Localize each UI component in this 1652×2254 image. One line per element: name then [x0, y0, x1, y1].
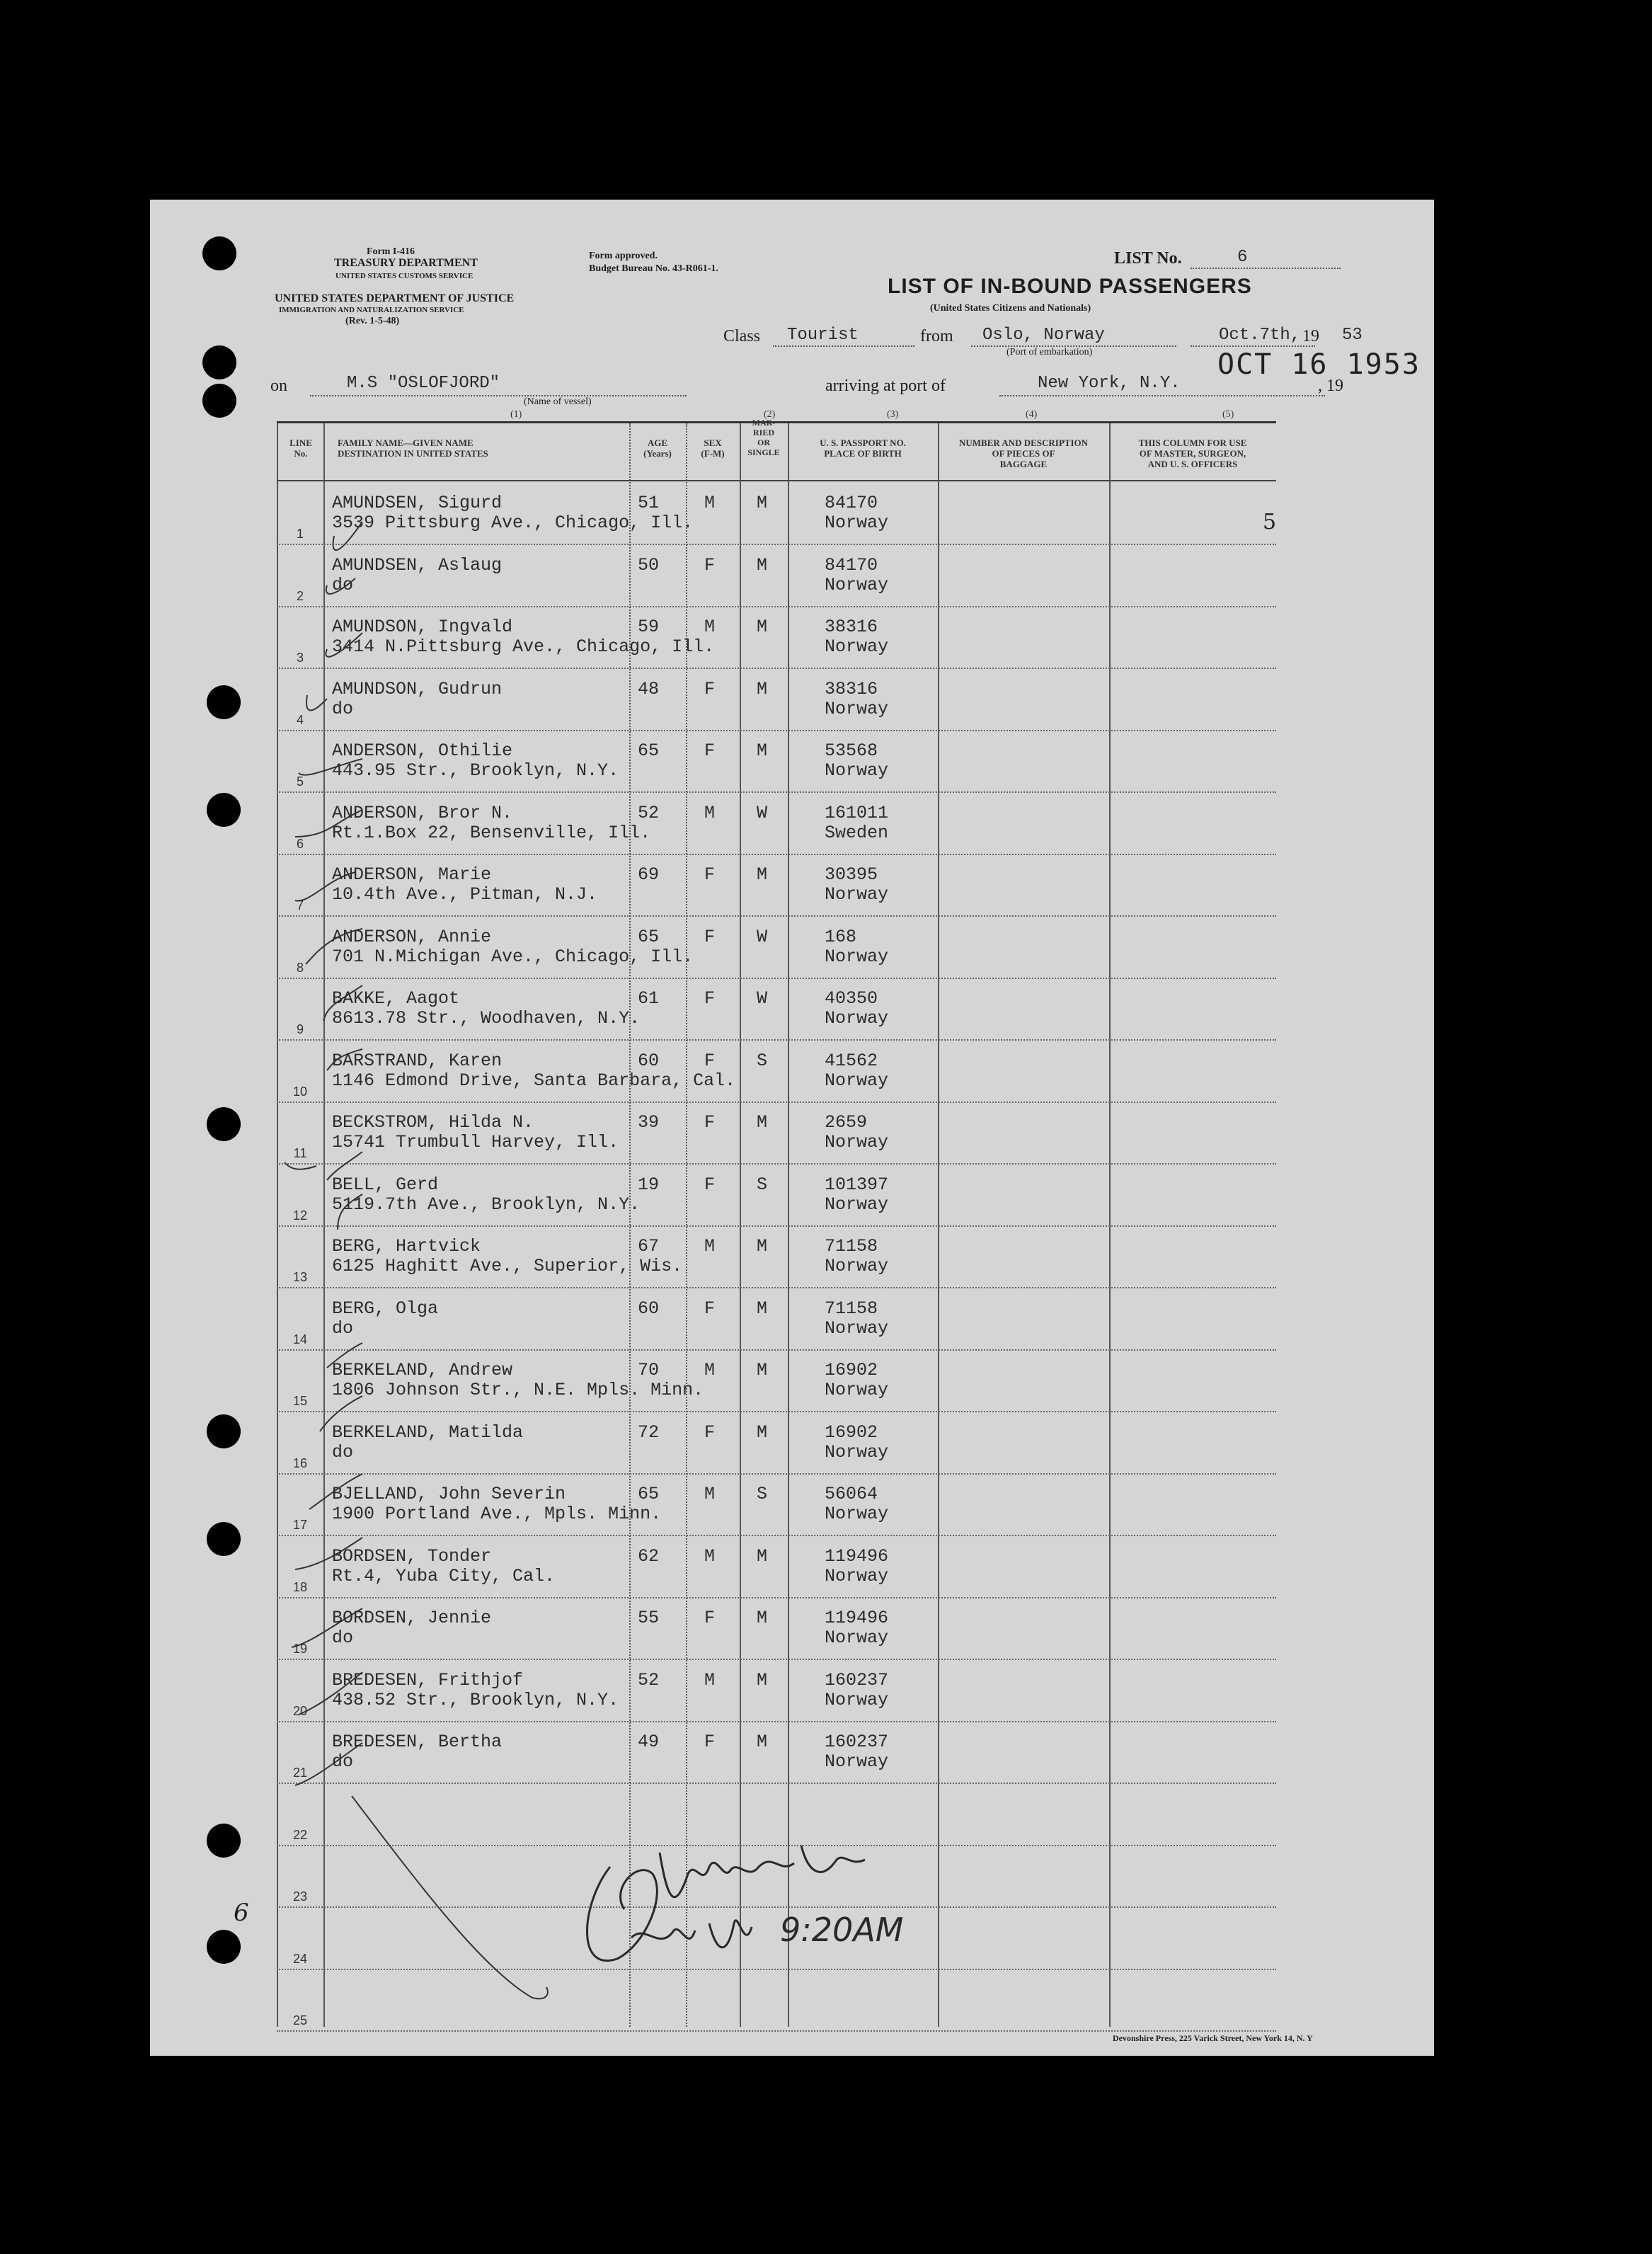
line-number: 21: [292, 1766, 308, 1780]
age: 70: [638, 1360, 660, 1380]
marital-status: W: [757, 988, 768, 1009]
port-caption: (Port of embarkation): [1006, 347, 1093, 357]
marital-status: M: [757, 554, 768, 576]
marital-status: M: [757, 1421, 768, 1443]
from-label: from: [920, 327, 953, 345]
place-of-birth: Norway: [825, 1380, 889, 1400]
sex: M: [704, 617, 716, 637]
place-of-birth: Norway: [825, 1689, 889, 1710]
column-number: (1): [510, 409, 522, 420]
passport-number: 84170: [825, 493, 878, 513]
place-of-birth: Norway: [825, 698, 889, 719]
age: 60: [638, 1298, 660, 1319]
header-line-no: LINE No.: [289, 437, 312, 459]
line-number: 24: [292, 1951, 308, 1966]
passenger-name: BERG, Olga: [332, 1298, 439, 1319]
age: 65: [638, 926, 660, 947]
year-prefix-2: , 19: [1318, 377, 1343, 395]
column-number: (5): [1222, 409, 1234, 420]
sex: F: [704, 1421, 716, 1443]
place-of-birth: Norway: [825, 884, 889, 905]
sex: F: [704, 864, 716, 885]
passport-number: 71158: [825, 1298, 878, 1319]
passenger-name: ANDERSON, Annie: [332, 926, 492, 947]
passport-number: 16902: [825, 1360, 878, 1380]
line-number: 7: [296, 898, 304, 913]
header-married: MAR- RIED OR SINGLE: [747, 418, 780, 457]
place-of-birth: Norway: [825, 760, 889, 781]
passenger-name: BARSTRAND, Karen: [332, 1050, 503, 1071]
marital-status: M: [757, 1545, 768, 1567]
sex: F: [704, 926, 716, 947]
ins-service: IMMIGRATION AND NATURALIZATION SERVICE: [279, 306, 464, 314]
header-passport: U. S. PASSPORT NO. PLACE OF BIRTH: [820, 437, 906, 459]
sex: F: [704, 988, 716, 1009]
destination: 438.52 Str., Brooklyn, N.Y.: [332, 1689, 619, 1710]
place-of-birth: Norway: [825, 1008, 889, 1029]
age: 65: [638, 740, 660, 761]
place-of-birth: Norway: [825, 1256, 889, 1276]
passport-number: 16902: [825, 1421, 878, 1443]
passport-number: 41562: [825, 1050, 878, 1071]
line-number: 14: [292, 1332, 308, 1346]
destination: 6125 Haghitt Ave., Superior, Wis.: [332, 1256, 683, 1276]
form-number: Form I-416: [367, 246, 415, 257]
age: 69: [638, 864, 660, 885]
sex: M: [704, 1669, 716, 1690]
passenger-name: BORDSEN, Tonder: [332, 1545, 492, 1567]
destination: do: [332, 1441, 354, 1463]
place-of-birth: Norway: [825, 1070, 889, 1091]
form-title: LIST OF IN-BOUND PASSENGERS: [888, 275, 1252, 298]
place-of-birth: Norway: [825, 574, 889, 595]
line-number: 12: [292, 1208, 308, 1223]
passport-number: 71158: [825, 1236, 878, 1257]
destination: do: [332, 1317, 354, 1339]
marital-status: M: [757, 1112, 768, 1133]
form-subtitle: (United States Citizens and Nationals): [930, 303, 1091, 314]
passenger-name: BERKELAND, Matilda: [332, 1421, 524, 1443]
place-of-birth: Sweden: [825, 822, 889, 843]
destination: 443.95 Str., Brooklyn, N.Y.: [332, 760, 619, 781]
line-number: 10: [292, 1084, 308, 1099]
line-number: 1: [296, 527, 304, 541]
sex: F: [704, 1174, 716, 1195]
line-number: 19: [292, 1642, 308, 1656]
marital-status: S: [757, 1050, 768, 1071]
marital-status: S: [757, 1174, 768, 1195]
header-official-use: THIS COLUMN FOR USE OF MASTER, SURGEON, AND U. S. OFFICERS: [1138, 437, 1247, 469]
passenger-name: AMUNDSEN, Aslaug: [332, 554, 503, 576]
passport-number: 101397: [825, 1174, 889, 1195]
passenger-name: BAKKE, Aagot: [332, 988, 460, 1009]
age: 72: [638, 1421, 660, 1443]
signature-time: 9:20AM: [780, 1911, 904, 1949]
passenger-name: BELL, Gerd: [332, 1174, 439, 1195]
passenger-name: BREDESEN, Frithjof: [332, 1669, 524, 1690]
destination: 1806 Johnson Str., N.E. Mpls. Minn.: [332, 1380, 704, 1400]
line-number: 20: [292, 1703, 308, 1718]
year-value: 53: [1342, 326, 1363, 345]
marital-status: M: [757, 617, 768, 637]
sex: F: [704, 1608, 716, 1628]
column-number: (2): [764, 409, 776, 420]
header-sex: SEX (F-M): [701, 437, 725, 459]
place-of-birth: Norway: [825, 636, 889, 657]
marital-status: M: [757, 493, 768, 513]
sex: M: [704, 1236, 716, 1257]
sex: M: [704, 1484, 716, 1504]
sex: M: [704, 1545, 716, 1567]
passport-number: 2659: [825, 1112, 868, 1133]
printer-credit: Devonshire Press, 225 Varick Street, New York 14, N. Y: [1113, 2033, 1313, 2043]
header-age: AGE (Years): [643, 437, 672, 459]
justice-dept: UNITED STATES DEPARTMENT OF JUSTICE: [275, 292, 515, 304]
list-no-label: LIST No.: [1114, 249, 1182, 268]
arriving-label: arriving at port of: [825, 377, 946, 395]
place-of-birth: Norway: [825, 1504, 889, 1524]
marital-status: W: [757, 926, 768, 947]
destination: 1146 Edmond Drive, Santa Barbara, Cal.: [332, 1070, 736, 1091]
marital-status: M: [757, 864, 768, 885]
passenger-name: ANDERSON, Marie: [332, 864, 492, 885]
age: 50: [638, 554, 660, 576]
marital-status: W: [757, 802, 768, 823]
line-number: 22: [292, 1827, 308, 1842]
age: 39: [638, 1112, 660, 1133]
passenger-name: BECKSTROM, Hilda N.: [332, 1112, 534, 1133]
passenger-name: BERKELAND, Andrew: [332, 1360, 513, 1380]
marital-status: M: [757, 1732, 768, 1752]
age: 59: [638, 617, 660, 637]
age: 49: [638, 1732, 660, 1752]
destination: Rt.4, Yuba City, Cal.: [332, 1565, 556, 1586]
passport-number: 53568: [825, 740, 878, 761]
age: 52: [638, 802, 660, 823]
place-of-birth: Norway: [825, 1627, 889, 1648]
destination: 10.4th Ave., Pitman, N.J.: [332, 884, 598, 905]
passenger-name: AMUNDSON, Ingvald: [332, 617, 513, 637]
destination: Rt.1.Box 22, Bensenville, Ill.: [332, 822, 651, 843]
age: 62: [638, 1545, 660, 1567]
place-of-birth: Norway: [825, 1317, 889, 1339]
form-approved: Form approved.: [589, 251, 658, 261]
sex: M: [704, 1360, 716, 1380]
age: 51: [638, 493, 660, 513]
header-name: FAMILY NAME—GIVEN NAME DESTINATION IN UNITED STATES: [338, 437, 488, 459]
passport-number: 84170: [825, 554, 878, 576]
marital-status: M: [757, 1236, 768, 1257]
passport-number: 119496: [825, 1545, 889, 1567]
destination: 1900 Portland Ave., Mpls. Minn.: [332, 1504, 662, 1524]
line-number: 25: [292, 2013, 308, 2027]
sex: F: [704, 554, 716, 576]
age: 52: [638, 1669, 660, 1690]
passport-number: 161011: [825, 802, 889, 823]
place-of-birth: Norway: [825, 1441, 889, 1463]
class-label: Class: [723, 327, 761, 345]
vessel-name: M.S "OSLOFJORD": [347, 374, 500, 393]
age: 61: [638, 988, 660, 1009]
place-of-birth: Norway: [825, 513, 889, 533]
place-of-birth: Norway: [825, 1751, 889, 1772]
sex: F: [704, 1112, 716, 1133]
age: 19: [638, 1174, 660, 1195]
marital-status: M: [757, 1298, 768, 1319]
passenger-name: AMUNDSEN, Sigurd: [332, 493, 503, 513]
destination: do: [332, 698, 354, 719]
line-number: 16: [292, 1455, 308, 1470]
header-baggage: NUMBER AND DESCRIPTION OF PIECES OF BAGGAGE: [958, 437, 1089, 469]
check-mark: [292, 522, 362, 1785]
line-number: 11: [293, 1146, 307, 1160]
passport-number: 30395: [825, 864, 878, 885]
line-number: 13: [292, 1270, 308, 1284]
passport-number: 38316: [825, 617, 878, 637]
sex: M: [704, 493, 716, 513]
treasury-dept: TREASURY DEPARTMENT: [334, 257, 478, 269]
passport-number: 160237: [825, 1732, 889, 1752]
officer-mark-row1: 5: [1263, 510, 1277, 534]
line-number: 6: [296, 836, 304, 851]
destination: 8613.78 Str., Woodhaven, N.Y.: [332, 1008, 641, 1029]
line-number: 8: [296, 960, 304, 975]
destination: 3539 Pittsburg Ave., Chicago, Ill.: [332, 513, 694, 533]
age: 55: [638, 1608, 660, 1628]
line-number: 4: [296, 712, 304, 727]
customs-service: UNITED STATES CUSTOMS SERVICE: [335, 272, 474, 280]
column-number: (3): [887, 409, 899, 420]
passport-number: 40350: [825, 988, 878, 1009]
sex: F: [704, 1298, 716, 1319]
passenger-name: BREDESEN, Bertha: [332, 1732, 503, 1752]
line-number: 9: [296, 1022, 304, 1036]
passenger-name: BJELLAND, John Severin: [332, 1484, 566, 1504]
cancel-line: [352, 1796, 548, 1998]
passenger-name: AMUNDSON, Gudrun: [332, 678, 503, 699]
destination: do: [332, 574, 354, 595]
marital-status: M: [757, 1360, 768, 1380]
line-number: 5: [296, 774, 304, 789]
on-label: on: [270, 377, 287, 395]
marital-status: M: [757, 678, 768, 699]
column-number: (4): [1026, 409, 1038, 420]
age: 60: [638, 1050, 660, 1071]
manifest-page: [150, 200, 1434, 2056]
marital-status: M: [757, 1669, 768, 1690]
line-number: 2: [296, 588, 304, 603]
place-of-birth: Norway: [825, 1194, 889, 1215]
destination: do: [332, 1627, 354, 1648]
vessel-caption: (Name of vessel): [524, 396, 592, 407]
inspector-signature: [568, 1789, 1077, 2001]
sex: M: [704, 802, 716, 823]
list-no-value: 6: [1237, 248, 1248, 267]
age: 67: [638, 1236, 660, 1257]
passport-number: 160237: [825, 1669, 889, 1690]
passenger-name: BORDSEN, Jennie: [332, 1608, 492, 1628]
line-number: 15: [292, 1394, 308, 1408]
arrival-date-stamp: OCT 16 1953: [1217, 348, 1421, 381]
line-number: 3: [296, 651, 304, 665]
sex: F: [704, 1050, 716, 1071]
place-of-birth: Norway: [825, 946, 889, 967]
sex: F: [704, 740, 716, 761]
age: 65: [638, 1484, 660, 1504]
place-of-birth: Norway: [825, 1565, 889, 1586]
passenger-name: ANDERSON, Othilie: [332, 740, 513, 761]
marital-status: M: [757, 1608, 768, 1628]
destination: 701 N.Michigan Ave., Chicago, Ill.: [332, 946, 694, 967]
class-value: Tourist: [787, 326, 859, 345]
margin-handwritten-mark: 6: [234, 1899, 249, 1927]
passenger-name: ANDERSON, Bror N.: [332, 802, 513, 823]
arrival-port: New York, N.Y.: [1038, 374, 1181, 393]
passport-number: 168: [825, 926, 857, 947]
from-value: Oslo, Norway: [982, 326, 1105, 345]
year-prefix: 19: [1302, 327, 1319, 345]
passport-number: 38316: [825, 678, 878, 699]
passenger-name: BERG, Hartvick: [332, 1236, 481, 1257]
sex: F: [704, 1732, 716, 1752]
sex: F: [704, 678, 716, 699]
marital-status: S: [757, 1484, 768, 1504]
destination: 5119.7th Ave., Brooklyn, N.Y.: [332, 1194, 641, 1215]
revision: (Rev. 1-5-48): [345, 316, 400, 326]
margin-mark: [285, 1162, 316, 1169]
age: 48: [638, 678, 660, 699]
destination: 15741 Trumbull Harvey, Ill.: [332, 1132, 619, 1152]
destination: 3414 N.Pittsburg Ave., Chicago, Ill.: [332, 636, 715, 657]
departure-date: Oct.7th,: [1219, 326, 1301, 345]
passport-number: 119496: [825, 1608, 889, 1628]
handwriting-overlay: [150, 200, 1434, 2056]
place-of-birth: Norway: [825, 1132, 889, 1152]
passport-number: 56064: [825, 1484, 878, 1504]
line-number: 17: [292, 1518, 308, 1532]
budget-bureau: Budget Bureau No. 43-R061-1.: [589, 263, 718, 274]
line-number: 23: [292, 1889, 308, 1904]
line-number: 18: [292, 1579, 308, 1594]
destination: do: [332, 1751, 354, 1772]
marital-status: M: [757, 740, 768, 761]
